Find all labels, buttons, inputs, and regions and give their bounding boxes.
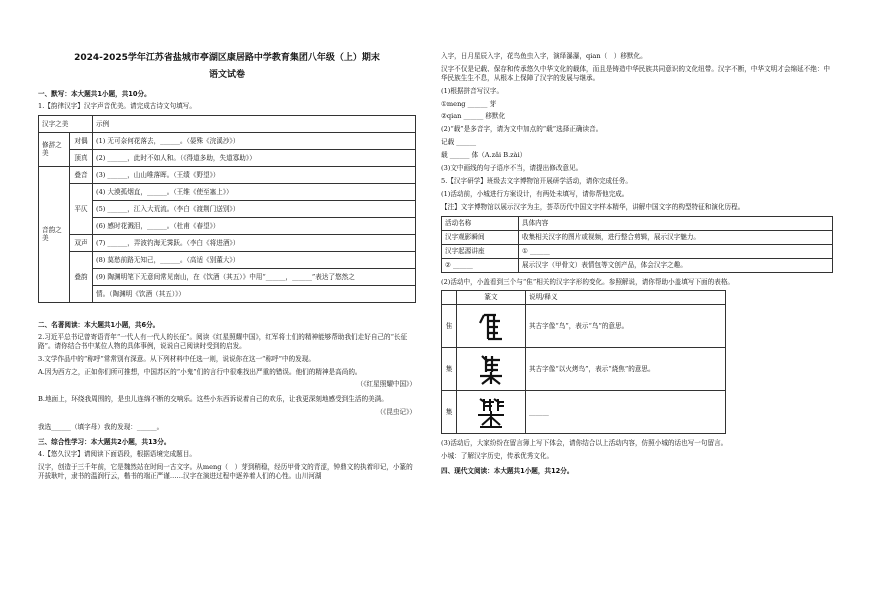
section-3-heading: 三、综合性学习：本大题共2小题，共13分。 [38,437,171,446]
poetry-table-header-2: 示例 [93,115,416,132]
option-b-source: （《昆虫记》） [376,408,416,417]
character-cell: 集 [442,391,457,434]
seal-script-zhui-image [457,305,526,348]
section-4-heading: 四、现代文阅读：本大题共1小题，共12分。 [441,467,574,476]
activity-content-cell: 展示汉字（甲骨文）表情包等文创产品，体会汉字之趣。 [519,258,833,272]
poetry-table-header-1: 汉字之美 [39,115,93,132]
subcategory-cell: 顶真 [70,149,93,166]
table-row [39,149,416,166]
table-row [39,183,416,200]
subcategory-cell: 叠韵 [70,251,93,302]
subquestion-3: (3)文中画线的句子语序不当，请提出修改意见。 [441,164,583,173]
title-line-2: 语文试卷 [208,70,245,81]
example-cell: (6) 感时花溅泪，______。（杜甫《春望》） [93,217,416,234]
seal-script-ji-variant-image [457,391,526,434]
left-column [38,50,416,485]
question-1-intro: 1.【韵律汉字】汉字声音优美。请完成古诗文句填写。 [38,102,196,111]
example-cell: 情。（陶渊明《饮酒（其五）》） [93,285,416,302]
question-5-intro: 5.【汉字研学】班级去文字博物馆开展研学活动，请你完成任务。 [441,176,632,185]
example-cell: (2) ______，此时不如人和。（《得道多助，失道寡助》） [93,149,416,166]
activity-content-cell: ① ______ [519,244,833,258]
activity-table-header-2: 具体内容 [519,216,833,230]
question-3-option-a: A.因为西方之，正如你们所可推想，中国苏区的“小鬼”们的言行中很难找出严重的错误。他们的精神是高尚的。 [38,367,362,376]
subquestion-1-a: ①meng ______ 芽 [441,99,497,108]
example-cell: (5) ______，江入大荒流。（李白《渡荆门送别》） [93,200,416,217]
table-row [442,258,833,272]
example-cell: (8) 莫愁前路无知己，______。（高适《别董大》） [93,251,416,268]
right-column [441,52,833,479]
description-cell: 其古字像“鸟”，表示“鸟”的意思。 [526,305,726,348]
example-cell: (4) 大漠孤烟直，______。（王维《使至塞上》） [93,183,416,200]
table-row [442,230,833,244]
question-4-intro: 4.【悠久汉字】请阅读下面语段，根据语境完成题目。 [38,449,196,458]
question-3-answer-line: 我选______（填字母）我的发现：______。 [38,423,164,432]
subquestion-1-b: ②qian ______ 移默化 [441,112,506,121]
subcategory-cell: 对偶 [70,132,93,149]
activity-content-cell: 收集相关汉字的图片或视频，进行整合剪辑，展示汉字魅力。 [519,230,833,244]
character-table [441,290,726,434]
question-2-text: 2.习近平总书记曾寄语青年“一代人有一代人的长征”。阅读《红星照耀中国》，红军将士们的精神能够帮助我们走好自己的“长征路”。请你结合书中某位人物的具体事例，说说自己阅读时受到的启发。 [38,332,408,350]
subcategory-cell: 叠音 [70,166,93,183]
character-table-header-2: 说明/释义 [526,291,726,305]
description-cell: 其古字像“以火烤鸟”，表示“烧焦”的意思。 [526,348,726,391]
table-row [39,166,416,183]
subquestion-2-a: 记载 ______ [441,138,477,147]
question-4-passage: 汉字，创造于三千年前，它是魏然站在时间一古文字。从meng（ ）芽到稍稳，经历甲骨文的青涩，钟鼎文的执着印记，小篆的开拔耿叶，隶书的温润行云，楷书的端正严谨……汉字在演进过程中逐养着人们的心性。山川河湖 [38,462,413,480]
question-3-text: 3.文学作品中的“称呼”常常别有深意。从下列材料中任选一则，说说你在这一“称呼”中的发现。 [38,354,315,363]
activity-name-cell: ② ______ [442,258,519,272]
character-cell: 集 [442,348,457,391]
table-row [442,244,833,258]
table-row [39,268,416,285]
seal-script-ji-image [457,348,526,391]
example-cell: (7) ______，弄波钓海无霁跃。（李白《将进酒》） [93,234,416,251]
title-line-1: 2024-2025学年江苏省盐城市亭湖区康居路中学教育集团八年级（上）期末 [74,53,380,63]
question-3-option-b: B.地面上，环绕我周围的，是虫儿连绵不断的交响乐。这些小东西诉说着自己的欢乐，让我更深刻地感受到生活的美满。 [38,395,388,404]
table-row [39,200,416,217]
description-cell: ______ [526,391,726,434]
table-row [39,285,416,302]
option-a-source: （《红星照耀中国》） [356,380,416,389]
section-1-heading: 一、默写：本大题共1小题，共10分。 [38,90,151,99]
table-row [39,217,416,234]
activity-name-cell: 汉字观影瞬间 [442,230,519,244]
character-table-header-1: 篆文 [457,291,526,305]
question-5-note: 【注】文字博物馆以展示汉字为主，荟萃历代中国文字样本精华，讲解中国文字的构型特征和演化历程。 [441,202,745,211]
character-table-header-0 [442,291,457,305]
character-cell: 隹 [442,305,457,348]
category-cell: 修辞之 美 [39,132,70,166]
subcategory-cell: 双声 [70,234,93,251]
passage-paragraph-2: 汉字不仅是记载、保存和传承悠久中华文化的载体，而且是铸造中华民族共同意识的文化纽带。汉字不断，中华文明才会绵延不绝：中华民族生生不息，从根本上保障了汉字的发展与继承。 [441,64,831,82]
subcategory-cell: 平仄 [70,183,93,234]
question-5-sample-message: 小城：了解汉字历史，传承优秀文化。 [441,452,554,461]
exam-title [38,50,416,84]
table-row [39,234,416,251]
section-2-heading: 二、名著阅读：本大题共1小题，共6分。 [38,320,160,329]
table-row [442,305,726,348]
category-cell: 音韵之 美 [39,166,70,302]
example-cell: (9) 陶渊明笔下无意间常见南山，在《饮酒（其五）》中用“______，______”表达了悠然之 [93,268,416,285]
subquestion-2-b: 载 ______ 体（A.zǎi B.zài） [441,151,527,160]
question-5-task-1: (1)活动前，小城进行方案设计，有两处未填写，请你帮他完成。 [441,189,629,198]
passage-continued: 入字，日月星辰入字，花鸟鱼虫入字，演绎瀑瀑，qian（ ）移默化。 [441,52,647,60]
poetry-table [38,115,416,303]
table-row [39,251,416,268]
table-row [442,348,726,391]
table-row [442,391,726,434]
activity-table [441,216,833,273]
subquestion-1: (1)根据拼音写汉字。 [441,86,504,95]
table-row [39,132,416,149]
example-cell: (3) ______，山山唯落晖。（王绩《野望》） [93,166,416,183]
question-5-task-3: (3)活动后，大家纷纷在留言簿上写下体会，请你结合以上活动内容，仿照小城的话也写一句留言。 [441,439,728,448]
activity-name-cell: 汉字起源讲座 [442,244,519,258]
example-cell: (1) 无可奈何花落去，______。（晏殊《浣溪沙》） [93,132,416,149]
question-5-task-2: (2)活动中，小盖看到三个与“隹”相关的汉字字形的变化。参照解说，请你帮助小盖填写下面的表格。 [441,277,735,286]
activity-table-header-1: 活动名称 [442,216,519,230]
subquestion-2: (2)“载”是多音字，请为文中加点的“载”选择正确读音。 [441,125,603,134]
